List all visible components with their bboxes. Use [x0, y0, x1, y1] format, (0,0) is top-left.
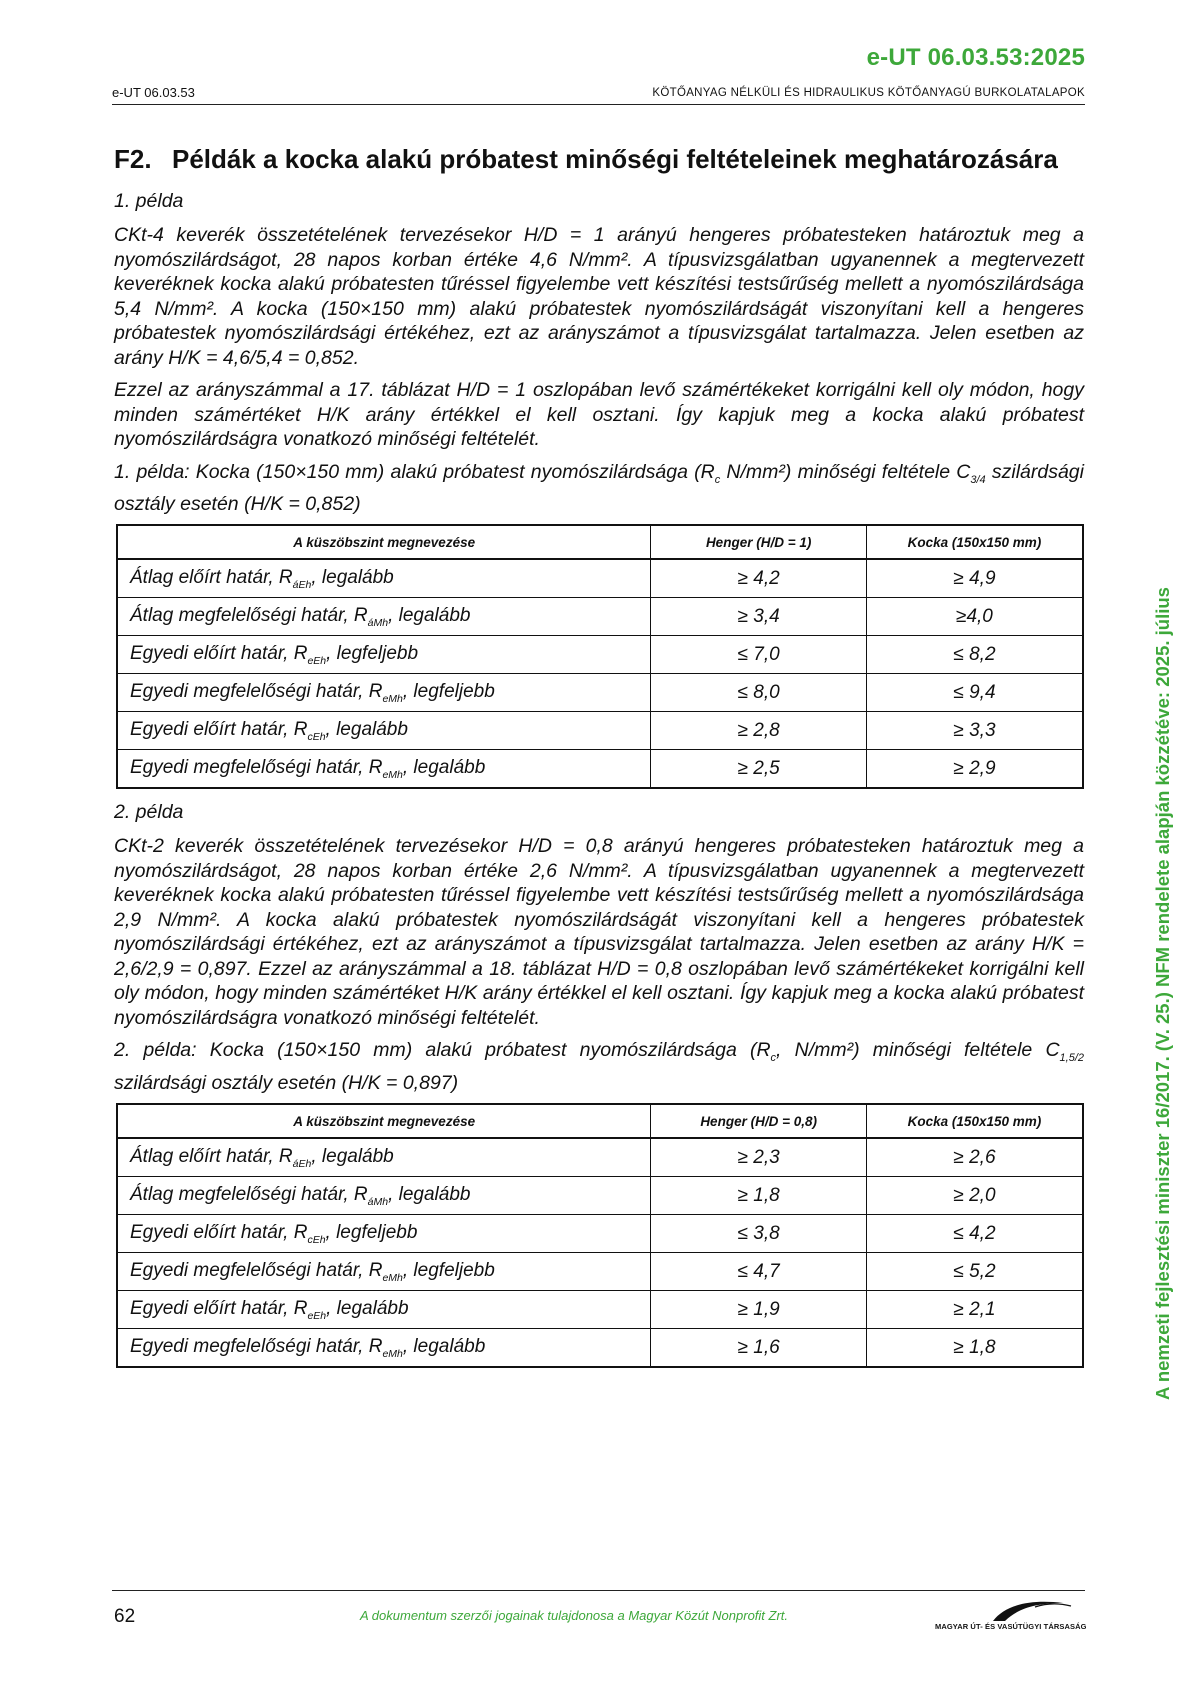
column-header-cylinder: Henger (H/D = 1) — [651, 525, 867, 559]
column-header-cube: Kocka (150x150 mm) — [866, 525, 1083, 559]
threshold-name-cell: Egyedi megfelelőségi határ, $R_{eMh}$, legalább — [117, 750, 651, 789]
header-subject: KÖTŐANYAG NÉLKÜLI ÉS HIDRAULIKUS KÖTŐANYAGÚ BURKOLATALAPOK — [652, 87, 1085, 99]
table-row — [117, 1138, 1083, 1177]
threshold-name-cell: Átlag előírt határ, $R_{áEh}$, legalább — [117, 1138, 651, 1177]
side-publication-text: A nemzeti fejlesztési miniszter 16/2017. (V. 25.) NFM rendelete alapján közzétéve: 2025. július — [1152, 587, 1173, 1400]
cylinder-value-cell: ≥ 2,5 — [651, 750, 867, 789]
cylinder-value-cell: ≤ 4,7 — [651, 1253, 867, 1291]
threshold-name-cell: Átlag előírt határ, $R_{áEh}$, legalább — [117, 559, 651, 598]
cylinder-value-cell: ≥ 3,4 — [651, 598, 867, 636]
example-1-paragraph-2: Ezzel az arányszámmal a 17. táblázat H/D = 1 oszlopában levő számértékeket korrigálni kell oly módon, hogy minden számértéket H/K arány értékkel el kell osztani. Így kapjuk meg a kocka alakú próbatest nyomószilárdságra vonatkozó minőségi feltételét. — [114, 379, 1084, 450]
cube-value-cell: ≤ 4,2 — [866, 1215, 1083, 1253]
example-1-paragraph-1: CKt-4 keverék összetételének tervezésekor H/D = 1 arányú hengeres próbatesteken határoztuk meg a nyomószilárdságot, 28 napos korban értéke 4,6 N/mm². A típusvizsgálatban ugyanennek a megtervezett keveréknek kocka alakú próbatesten tűréssel figyelembe vett készítési testsűrűség mellett a nyomószilárdsága 5,4 N/mm². A kocka (150×150 mm) alakú próbatestek nyomószilárdságát viszonyítani kell a hengeres próbatestek nyomószilárdsági értékéhez, ezt az arányszámot a típusvizsgálat tartalmazza. Jelen esetben az arány H/K = 4,6/5,4 = 0,852. — [114, 224, 1084, 369]
table-row — [117, 1291, 1083, 1329]
cube-value-cell: ≤ 5,2 — [866, 1253, 1083, 1291]
cube-value-cell: ≥4,0 — [866, 598, 1083, 636]
threshold-name-cell: Átlag megfelelőségi határ, $R_{áMh}$, legalább — [117, 598, 651, 636]
cube-value-cell: ≥ 4,9 — [866, 559, 1083, 598]
cylinder-value-cell: ≥ 1,9 — [651, 1291, 867, 1329]
threshold-name-cell: Egyedi előírt határ, $R_{eEh}$, legalább — [117, 1291, 651, 1329]
cube-value-cell: ≤ 8,2 — [866, 636, 1083, 674]
column-header-cylinder: Henger (H/D = 0,8) — [651, 1104, 867, 1138]
cylinder-value-cell: ≥ 1,8 — [651, 1177, 867, 1215]
column-header-cube: Kocka (150x150 mm) — [866, 1104, 1083, 1138]
table-header-row — [117, 525, 1083, 559]
header-doc-code: e-UT 06.03.53 — [112, 85, 195, 100]
table-row — [117, 559, 1083, 598]
cube-value-cell: ≥ 3,3 — [866, 712, 1083, 750]
table-row — [117, 712, 1083, 750]
logo-text: MAGYAR ÚT- ÉS VASÚTÜGYI TÁRSASÁG — [935, 1622, 1087, 1631]
threshold-name-cell: Egyedi előírt határ, $R_{cEh}$, legfeljebb — [117, 1215, 651, 1253]
cube-value-cell: ≥ 2,6 — [866, 1138, 1083, 1177]
cube-value-cell: ≥ 1,8 — [866, 1329, 1083, 1368]
page-number: 62 — [114, 1606, 136, 1627]
threshold-name-cell: Egyedi megfelelőségi határ, $R_{eMh}$, legalább — [117, 1329, 651, 1368]
cylinder-value-cell: ≥ 2,3 — [651, 1138, 867, 1177]
cylinder-value-cell: ≥ 1,6 — [651, 1329, 867, 1368]
cube-value-cell: ≥ 2,9 — [866, 750, 1083, 789]
threshold-name-cell: Egyedi megfelelőségi határ, $R_{eMh}$, legfeljebb — [117, 1253, 651, 1291]
table-row — [117, 750, 1083, 789]
threshold-name-cell: Egyedi előírt határ, $R_{eEh}$, legfeljebb — [117, 636, 651, 674]
page-content — [114, 143, 1084, 1380]
cube-value-cell: ≥ 2,0 — [866, 1177, 1083, 1215]
table-row — [117, 598, 1083, 636]
cylinder-value-cell: ≥ 2,8 — [651, 712, 867, 750]
side-publication-note — [1152, 160, 1178, 1400]
example-1-table-caption: 1. példa: Kocka (150×150 mm) alakú próbatest nyomószilárdsága ($R_c$ N/mm²) minőségi feltétele $C_{3/4}$ szilárdsági osztály esetén (H/K = 0,852) — [114, 460, 1084, 515]
cylinder-value-cell: ≤ 8,0 — [651, 674, 867, 712]
swoosh-logo-icon — [935, 1597, 1085, 1623]
section-number: F2. — [114, 144, 152, 174]
threshold-name-cell: Egyedi előírt határ, $R_{cEh}$, legalább — [117, 712, 651, 750]
table-header-row — [117, 1104, 1083, 1138]
society-logo — [935, 1597, 1085, 1631]
threshold-name-cell: Egyedi megfelelőségi határ, $R_{eMh}$, legfeljebb — [117, 674, 651, 712]
document-code: e-UT 06.03.53:2025 — [866, 44, 1085, 71]
section-heading — [114, 143, 1084, 176]
threshold-name-cell: Átlag megfelelőségi határ, $R_{áMh}$, legalább — [117, 1177, 651, 1215]
footer-divider — [112, 1590, 1085, 1591]
cylinder-value-cell: ≥ 4,2 — [651, 559, 867, 598]
table-row — [117, 1177, 1083, 1215]
table-row — [117, 1215, 1083, 1253]
cube-value-cell: ≤ 9,4 — [866, 674, 1083, 712]
example-1-title: 1. példa — [114, 190, 184, 212]
example-2-table — [116, 1103, 1084, 1368]
table-row — [117, 1253, 1083, 1291]
section-title: Példák a kocka alakú próbatest minőségi feltételeinek meghatározására — [172, 144, 1058, 174]
column-header-threshold: A küszöbszint megnevezése — [117, 525, 651, 559]
column-header-threshold: A küszöbszint megnevezése — [117, 1104, 651, 1138]
example-2-table-caption: 2. példa: Kocka (150×150 mm) alakú próbatest nyomószilárdsága ($R_c$, N/mm²) minőségi feltétele $C_{1,5/2}$ szilárdsági osztály esetén (H/K = 0,897) — [114, 1039, 1085, 1094]
example-1-table — [116, 524, 1084, 789]
cube-value-cell: ≥ 2,1 — [866, 1291, 1083, 1329]
example-2-paragraph-1: CKt-2 keverék összetételének tervezésekor H/D = 0,8 arányú hengeres próbatesteken határoztuk meg a nyomószilárdságot, 28 napos korban értéke 2,6 N/mm². A típusvizsgálatban ugyanennek a megtervezett keveréknek kocka alakú próbatesten tűréssel figyelembe vett készítési testsűrűség mellett a nyomószilárdsága 2,9 N/mm². A kocka alakú próbatestek nyomószilárdságát viszonyítani kell a hengeres próbatestek nyomószilárdsági értékéhez, ezt az arányszámot a típusvizsgálat tartalmazza. Jelen esetben az arány H/K = 2,6/2,9 = 0,897. Ezzel az arányszámmal a 18. táblázat H/D = 0,8 oszlopában levő számértékeket korrigálni kell oly módon, hogy minden számértéket H/K arány értékkel el kell osztani. Így kapjuk meg a kocka alakú próbatest nyomószilárdságra vonatkozó minőségi feltételét. — [114, 835, 1084, 1029]
example-2-title: 2. példa — [114, 801, 184, 824]
cylinder-value-cell: ≤ 3,8 — [651, 1215, 867, 1253]
header-divider — [112, 104, 1085, 105]
copyright-notice: A dokumentum szerzői jogainak tulajdonosa a Magyar Közút Nonprofit Zrt. — [360, 1608, 789, 1623]
table-row — [117, 1329, 1083, 1368]
table-row — [117, 636, 1083, 674]
table-row — [117, 674, 1083, 712]
cylinder-value-cell: ≤ 7,0 — [651, 636, 867, 674]
